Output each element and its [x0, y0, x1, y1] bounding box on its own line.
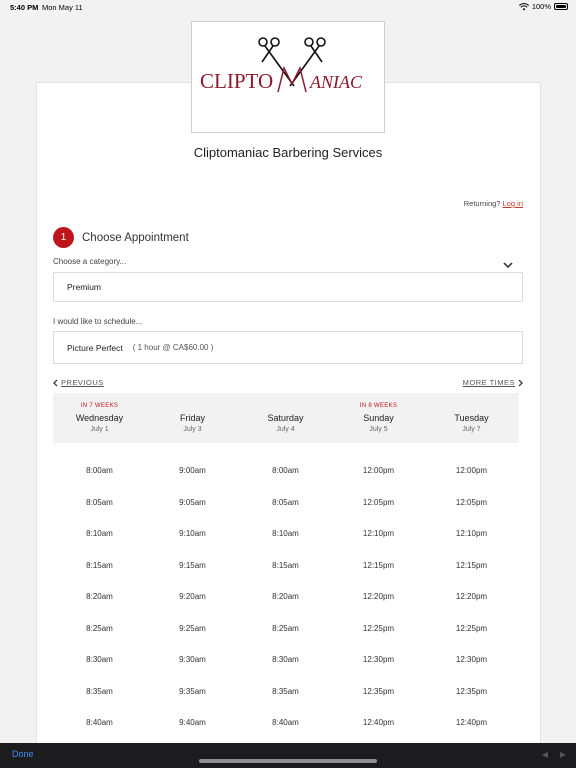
- returning-label: Returning?: [463, 199, 501, 208]
- time-slot-button[interactable]: 8:20am: [272, 592, 299, 601]
- time-slot-button[interactable]: 12:15pm: [362, 560, 395, 570]
- step-number-badge: 1: [53, 227, 74, 248]
- service-select[interactable]: [53, 331, 523, 364]
- time-slot-button[interactable]: 9:10am: [179, 529, 206, 538]
- time-slot-button[interactable]: 12:30pm: [362, 655, 395, 664]
- day-column: [146, 393, 239, 443]
- time-slot-button[interactable]: 12:30pm: [455, 655, 488, 664]
- weeks-away: IN 8 WEEKS: [359, 403, 398, 409]
- day-name: Sunday: [363, 413, 394, 423]
- status-right: [519, 2, 568, 11]
- day-column: [332, 393, 425, 443]
- chevron-left-icon: [53, 379, 58, 387]
- time-slot-button[interactable]: 12:05pm: [455, 497, 488, 507]
- toolbar-arrows: [542, 750, 566, 759]
- browser-toolbar: [0, 743, 576, 768]
- time-slot-button[interactable]: 9:15am: [179, 560, 206, 570]
- time-slot-button[interactable]: 8:40am: [86, 718, 113, 727]
- step-header: [53, 227, 189, 248]
- time-slot-button[interactable]: 8:00am: [86, 466, 113, 475]
- time-slot-button[interactable]: 12:25pm: [455, 623, 488, 633]
- status-time: 5:40 PM: [10, 3, 39, 12]
- time-slot-button[interactable]: 9:05am: [179, 497, 206, 507]
- done-button[interactable]: Done: [12, 749, 34, 759]
- chevron-right-icon: [518, 379, 523, 387]
- time-slot-row: [53, 518, 519, 550]
- logo-text-right: ANIAC: [310, 72, 362, 92]
- time-slot-button[interactable]: 8:15am: [86, 560, 113, 570]
- time-slot-row: [53, 613, 519, 645]
- category-select[interactable]: [53, 272, 523, 302]
- time-slot-button[interactable]: 8:15am: [272, 560, 299, 570]
- logo-graphic: [192, 22, 386, 134]
- previous-button[interactable]: [53, 378, 104, 387]
- chevron-down-icon[interactable]: [502, 261, 514, 269]
- time-slot-button[interactable]: 8:30am: [272, 655, 299, 664]
- logo-text-left: CLIPTO: [200, 69, 274, 93]
- day-name: Friday: [179, 413, 205, 423]
- day-name: Tuesday: [454, 413, 489, 423]
- back-arrow-icon[interactable]: ◀: [541, 750, 548, 759]
- status-bar: [0, 0, 576, 14]
- day-name: Saturday: [267, 413, 304, 423]
- service-details: ( 1 hour @ CA$60.00 ): [132, 343, 214, 352]
- time-slot-button[interactable]: 9:30am: [179, 655, 206, 664]
- battery-percent: 100%: [531, 2, 551, 11]
- time-slot-button[interactable]: 8:10am: [86, 529, 113, 538]
- service-name: Picture Perfect: [67, 342, 123, 353]
- time-slot-button[interactable]: 8:30am: [86, 655, 113, 664]
- day-date: July 7: [462, 426, 481, 433]
- previous-label: PREVIOUS: [61, 378, 104, 387]
- time-slot-button[interactable]: 8:05am: [86, 497, 113, 507]
- time-slot-row: [53, 581, 519, 613]
- home-indicator: [199, 759, 377, 763]
- time-slot-button[interactable]: 12:25pm: [362, 623, 395, 633]
- time-slot-row: [53, 676, 519, 708]
- time-slot-button[interactable]: 8:20am: [86, 592, 113, 601]
- logo-m-mark: [278, 68, 306, 92]
- day-header-row: [53, 393, 519, 443]
- login-link[interactable]: Log in: [502, 199, 523, 208]
- more-times-label: MORE TIMES: [462, 378, 515, 387]
- day-date: July 3: [183, 426, 202, 433]
- time-slot-button[interactable]: 9:25am: [179, 623, 206, 633]
- time-slot-button[interactable]: 12:10pm: [362, 529, 395, 538]
- time-slot-button[interactable]: 9:40am: [179, 718, 206, 727]
- category-label: Choose a category...: [53, 257, 127, 266]
- time-slot-row: [53, 550, 519, 582]
- weeks-away: IN 7 WEEKS: [80, 403, 119, 409]
- returning-prompt: [464, 199, 523, 208]
- time-slot-button[interactable]: 12:35pm: [455, 686, 488, 696]
- time-slot-button[interactable]: 8:40am: [272, 718, 299, 727]
- time-slot-button[interactable]: 8:25am: [86, 623, 113, 633]
- time-slot-row: [53, 707, 519, 739]
- battery-icon: [554, 3, 568, 10]
- day-name: Wednesday: [75, 413, 124, 423]
- time-slot-button[interactable]: 8:10am: [272, 529, 299, 538]
- time-slot-row: [53, 455, 519, 487]
- time-slot-grid: [53, 455, 519, 739]
- time-slot-button[interactable]: 12:40pm: [455, 718, 488, 727]
- time-slot-button[interactable]: 9:20am: [179, 592, 206, 601]
- time-slot-button[interactable]: 8:25am: [272, 623, 299, 633]
- time-slot-button[interactable]: 12:00pm: [362, 466, 395, 475]
- day-date: July 5: [369, 426, 388, 433]
- time-slot-button[interactable]: 9:00am: [179, 466, 206, 475]
- day-column: [239, 393, 332, 443]
- time-slot-button[interactable]: 12:10pm: [455, 529, 488, 538]
- time-slot-button[interactable]: 9:35am: [179, 686, 206, 696]
- day-column: [53, 393, 146, 443]
- time-slot-button[interactable]: 8:00am: [272, 466, 299, 475]
- forward-arrow-icon[interactable]: ▶: [559, 750, 566, 759]
- time-slot-row: [53, 487, 519, 519]
- day-column: [425, 393, 518, 443]
- status-date: Mon May 11: [42, 3, 83, 12]
- time-slot-button[interactable]: 12:05pm: [362, 497, 395, 507]
- time-slot-button[interactable]: 12:20pm: [455, 592, 488, 601]
- time-slot-button[interactable]: 8:05am: [272, 497, 299, 507]
- business-logo: [191, 21, 385, 133]
- business-name: Cliptomaniac Barbering Services: [193, 145, 383, 160]
- time-slot-button[interactable]: 8:35am: [86, 686, 113, 696]
- day-date: July 4: [276, 426, 295, 433]
- schedule-label: I would like to schedule...: [53, 317, 143, 326]
- more-times-button[interactable]: [463, 378, 523, 387]
- time-slot-button[interactable]: 12:35pm: [362, 686, 395, 696]
- time-slot-button[interactable]: 12:40pm: [362, 718, 395, 727]
- time-slot-button[interactable]: 8:35am: [272, 686, 299, 696]
- time-slot-button[interactable]: 12:20pm: [362, 592, 395, 601]
- time-slot-button[interactable]: 12:15pm: [455, 560, 488, 570]
- day-date: July 1: [90, 426, 109, 433]
- time-slot-row: [53, 644, 519, 676]
- time-slot-button[interactable]: 12:00pm: [455, 466, 488, 475]
- wifi-icon: [519, 3, 529, 11]
- category-value: Premium: [67, 282, 102, 292]
- step-title: Choose Appointment: [82, 231, 189, 244]
